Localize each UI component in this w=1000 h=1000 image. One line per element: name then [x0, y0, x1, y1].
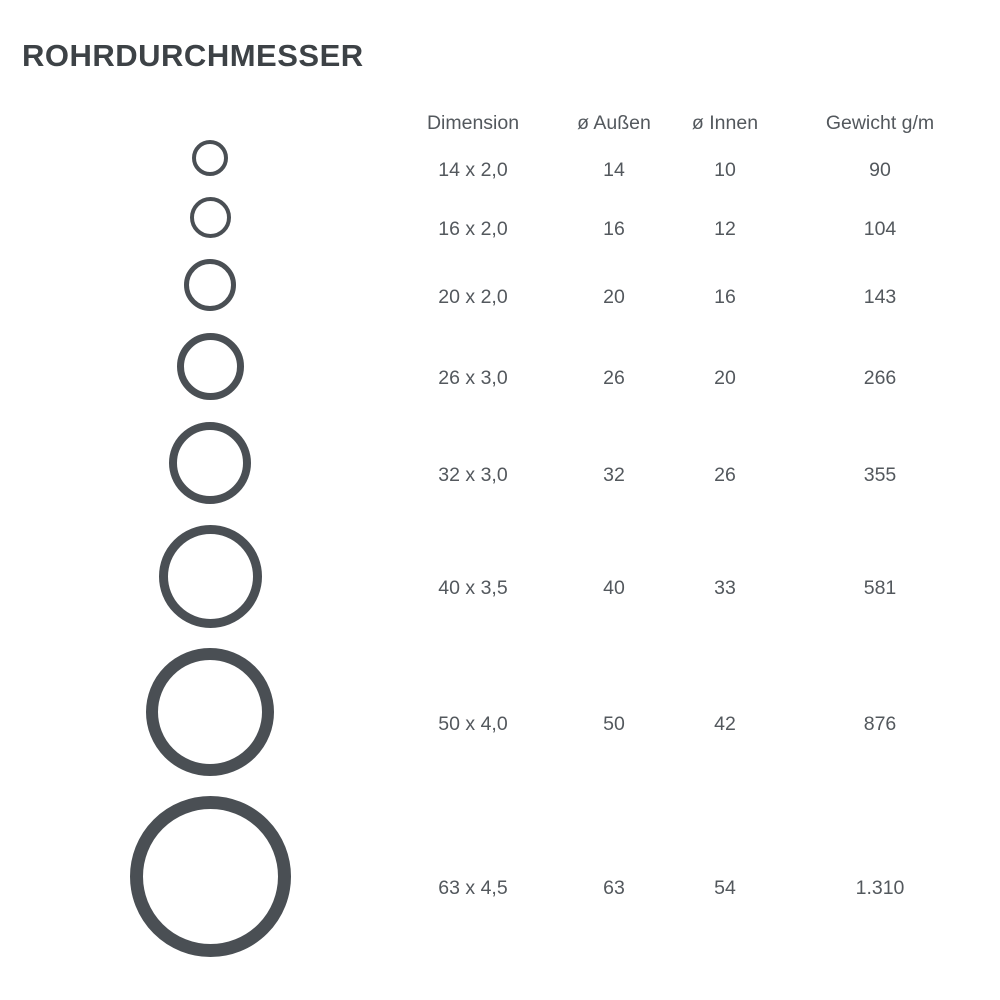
- cell-outer: 50: [603, 712, 625, 735]
- cell-weight: 876: [863, 712, 897, 735]
- cell-dimension: 63 x 4,5: [438, 876, 508, 899]
- cell-inner: 16: [714, 285, 736, 308]
- pipe-cross-section-ring: [184, 259, 236, 311]
- ring-glyph-slot: [60, 248, 360, 322]
- table-row: [388, 650, 980, 798]
- cell-weight: 581: [863, 577, 897, 599]
- column-header-weight: Gewicht g/m: [825, 111, 935, 134]
- page-title: ROHRDURCHMESSER: [22, 38, 364, 73]
- cell-weight: 266: [863, 367, 897, 389]
- cell-outer: 14: [603, 158, 625, 181]
- pipe-cross-section-ring: [192, 140, 228, 176]
- pipe-cross-section-ring: [169, 422, 251, 504]
- cell-outer: 16: [603, 217, 625, 240]
- cell-outer: 63: [603, 876, 625, 899]
- cell-inner: 12: [714, 217, 736, 240]
- cell-dimension: 14 x 2,0: [438, 158, 508, 181]
- ring-glyph-slot: [60, 515, 360, 638]
- cell-inner: 26: [714, 463, 736, 486]
- cell-inner: 54: [714, 876, 736, 899]
- column-header-inner-diameter: ø Innen: [691, 111, 759, 134]
- ring-glyph-slot: [60, 130, 360, 186]
- pipe-cross-section-ring: [130, 796, 291, 957]
- spec-table: [388, 104, 980, 978]
- cell-outer: 26: [603, 367, 625, 389]
- cell-inner: 33: [714, 577, 736, 599]
- cell-weight: 143: [863, 285, 897, 308]
- cell-outer: 40: [603, 577, 625, 599]
- cell-weight: 1.310: [855, 876, 905, 899]
- table-row: [388, 334, 980, 423]
- cell-weight: 104: [863, 217, 897, 240]
- ring-glyph-slot: [60, 186, 360, 248]
- cell-outer: 32: [603, 463, 625, 486]
- cell-dimension: 20 x 2,0: [438, 285, 508, 308]
- cell-dimension: 26 x 3,0: [438, 367, 508, 389]
- column-header-dimension: Dimension: [426, 111, 520, 134]
- table-header-row: [388, 104, 980, 142]
- pipe-cross-section-ring: [159, 525, 262, 628]
- table-row: [388, 798, 980, 978]
- pipe-cross-section-ring: [177, 333, 244, 400]
- cell-dimension: 40 x 3,5: [438, 577, 508, 599]
- ring-glyph-slot: [60, 411, 360, 515]
- pipe-cross-section-ring: [146, 648, 274, 776]
- table-row: [388, 423, 980, 527]
- cell-inner: 10: [714, 158, 736, 181]
- ring-glyph-column: [60, 130, 360, 966]
- cell-outer: 20: [603, 285, 625, 308]
- cell-inner: 42: [714, 712, 736, 735]
- ring-glyph-slot: [60, 786, 360, 966]
- table-row: [388, 527, 980, 650]
- pipe-cross-section-ring: [190, 197, 231, 238]
- cell-dimension: 32 x 3,0: [438, 463, 508, 486]
- table-row: [388, 198, 980, 260]
- cell-inner: 20: [714, 367, 736, 389]
- cell-dimension: 50 x 4,0: [438, 712, 508, 735]
- table-row: [388, 142, 980, 198]
- table-body: [388, 142, 980, 978]
- cell-weight: 90: [869, 158, 891, 181]
- column-header-outer-diameter: ø Außen: [577, 111, 651, 134]
- cell-dimension: 16 x 2,0: [438, 217, 508, 240]
- ring-glyph-slot: [60, 322, 360, 411]
- ring-glyph-slot: [60, 638, 360, 786]
- cell-weight: 355: [863, 463, 897, 486]
- table-row: [388, 260, 980, 334]
